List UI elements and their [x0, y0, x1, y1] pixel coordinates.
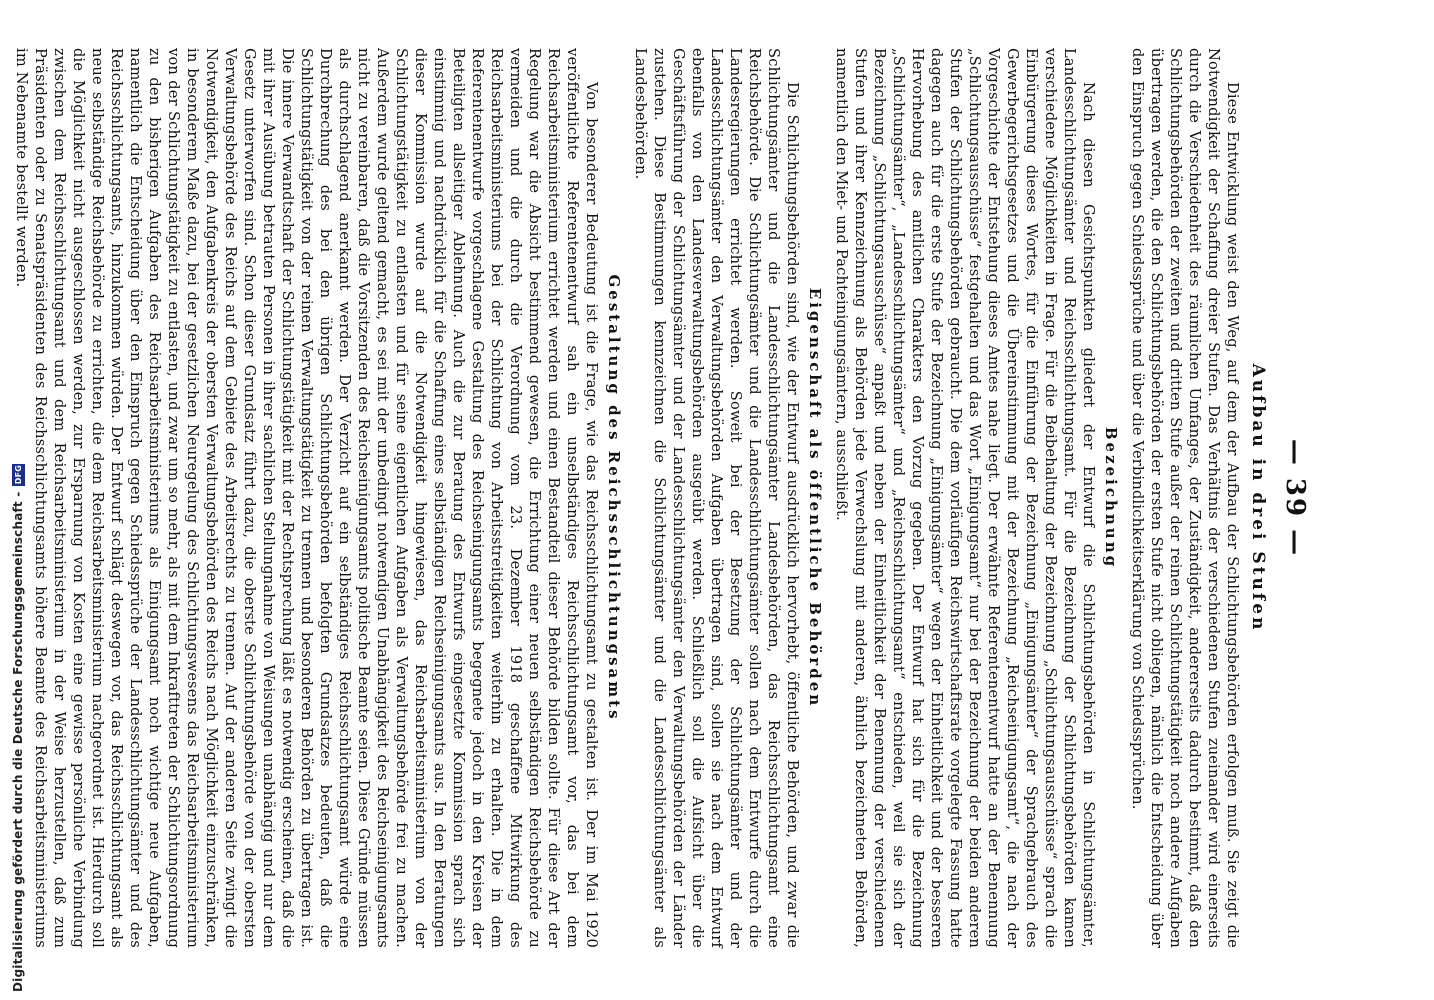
paragraph: Von besonderer Bedeutung ist die Frage, wie das Reichsschlichtungsamt zu gestalten ist. Der im Mai 1920 veröffentlichte Referentenentwurf sah ein unselbständiges Reichsschlichtungsamt vor, das bei dem Reichsarbeitsministerium errichtet werden und einen Bestandteil dieser Behörde bilden sollte. Für diese Art der Regelung war die Absicht bestimmend gewesen, die Errichtung einer neuen selbständigen Reichsbehörde zu vermeiden und die durch die Verordnung vom 23. Dezember 1918 geschaffene Mitwirkung des Reichsarbeitsministeriums bei der Schlichtung von Arbeitsstreitigkeiten weiterhin zu erhalten. Die in dem Referentenentwurfe vorgeschlagene Gestaltung des Reichseinigungsamts begegnete jedoch in den Kreisen der Beteiligten allseitiger Ablehnung. Auch die zur Beratung des Entwurfs eingesetzte Kommission sprach sich einstimmig und nachdrücklich für die Schaffung eines selbständigen Reichseinigungsamts aus. In den Beratungen dieser Kommission wurde auf die Notwendigkeit hingewiesen, das Reichsarbeitsministerium von der Schlichtungstätigkeit zu entlasten und für seine eigentlichen Aufgaben als Verwaltungsbehörde frei zu machen. Außerdem wurde geltend gemacht, es sei mit der unbedingt notwendigen Unabhängigkeit des Reichseinigungsamts nicht zu vereinbaren, daß die Vorsitzenden des Reichseinigungsamts politische Beamte seien. Diese Gründe müssen als durchschlagend anerkannt werden. Der Verzicht auf ein selbständiges Reichsschlichtungsamt würde eine Durchbrechung des bei den übrigen Schlichtungsbehörden befolgten Grundsatzes bedeuten, daß die Schlichtungstätigkeit von der reinen Verwaltungstätigkeit zu trennen und besonderen Behörden zu übertragen ist. Die innere Verwandtschaft der Schlichtungstätigkeit mit der Rechtsprechung läßt es notwendig erscheinen, daß die mit ihrer Ausübung betrauten Personen in ihrer sachlichen Stellungnahme von Weisungen unabhängig und nur dem Gesetz unterworfen sind. Schon dieser Grundsatz führt dazu, die oberste Schlichtungsbehörde von der obersten Verwaltungsbehörde des Reichs auf dem Gebiete des Arbeitsrechts zu trennen. Auf der anderen Seite zwingt die Notwendigkeit, den Aufgabenkreis der obersten Verwaltungsbehörden des Reichs nach Möglichkeit einzuschränken, in besonderem Maße dazu, bei der gesetzlichen Neuregelung des Schlichtungswesens das Reichsarbeitsministerium von der Schlichtungstätigkeit zu entlasten, und zwar um so mehr, als mit dem Inkrafttreten der Schlichtungsordnung zu den bisherigen Aufgaben des Reichsarbeitsministeriums als Einigungsamt noch wichtige neue Aufgaben, namentlich die Entscheidung über den Einspruch gegen Schiedssprüche der Landesschlichtungsämter und des Reichsschlichtungsamts, hinzukommen würden. Der Entwurf schlägt deswegen vor, das Reichsschlichtungsamt als neue selbständige Reichsbehörde zu errichten, die dem Reichsarbeitsministerium nachgeordnet ist. Hierdurch soll die Möglichkeit nicht ausgeschlossen werden, zur Ersparnung von Kosten eine gewisse persönliche Verbindung zwischen dem Reichsschlichtungsamt und dem Reichsarbeitsministerium in der Weise herzustellen, daß zum Präsidenten oder zu Senatspräsidenten des Reichsschlichtungsamts höhere Beamte des Reichsarbeitsministeriums im Nebenamte bestellt werden. [13, 48, 600, 948]
paragraph: Nach diesen Gesichtspunkten gliedert der Entwurf die Schlichtungsbehörden in Schlichtungsämter, Landesschlichtungsämter und Reichsschlichtungsamt. Für die Bezeichnung der Schlichtungsbehörden kamen verschiedene Möglichkeiten in Frage. Für die Beibehaltung der Bezeichnung „Schlichtungsausschüsse“ sprach die Einbürgerung dieses Wortes, für die Einführung der Bezeichnung „Einigungsämter“ der Sprachgebrauch des Gewerbegerichtsgesetzes und die Übereinstimmung mit der Bezeichnung „Reichseinigungsamt“, die nach der Vorgeschichte der Entstehung dieses Amtes nahe liegt. Der erwähnte Referentenentwurf hatte an der Benennung „Schlichtungsausschüsse“ festgehalten und das Wort „Einigungsamt“ nur bei der Bezeichnung der beiden anderen Stufen der Schlichtungsbehörden gebraucht. Die dem vorläufigen Reichswirtschaftsrate vorgelegte Fassung hatte dagegen auch für die erste Stufe der Bezeichnung „Einigungsämter“ wegen der Einheitlichkeit und der besseren Hervorhebung des amtlichen Charakters den Vorzug gegeben. Der Entwurf hat sich für die Bezeichnung „Schlichtungsämter“, „Landesschlichtungsämter“ und „Reichsschlichtungsamt“ entschieden, weil sie sich der Bezeichnung „Schlichtungsausschüsse“ anpaßt und neben der Einheitlichkeit der Benennung der verschiedenen Stufen und ihrer Kennzeichnung als Behörden jede Verwechslung mit anderen, ähnlich bezeichneten Behörden, namentlich den Miet- und Pachteinigungsämtern, ausschließt. [833, 48, 1097, 948]
section-title: Aufbau in drei Stufen [1248, 363, 1268, 633]
subsection-title: Bezeichnung [1102, 426, 1120, 570]
page-header [1274, 48, 1310, 948]
paragraph: Diese Entwicklung weist den Weg, auf dem der Aufbau der Schlichtungsbehörden erfolgen muß. Sie zeigt die Notwendigkeit der Schaffung dreier Stufen. Das Verhältnis der verschiedenen Stufen zueinander wird einerseits durch die Verschiedenheit des räumlichen Umfanges, der Zuständigkeit, andererseits dadurch bestimmt, daß den Schlichtungsbehörden der zweiten und dritten Stufe außer der reinen Schlichtungstätigkeit noch andere Aufgaben übertragen werden, die den Schlichtungsbehörden der ersten Stufe nicht obliegen, nämlich die Entscheidung über den Einspruch gegen Schiedssprüche und über die Verbindlichkeitserklärung von Schiedssprüchen. [1129, 48, 1241, 948]
credit-text: Digitalisierung gefördert durch die Deutsche Forschungsgemeinschaft - [11, 491, 25, 992]
subsection-title: Eigenschaft als öffentliche Behörden [806, 287, 824, 709]
subsection-title: Gestaltung des Reichsschlichtungsamts [605, 274, 623, 722]
dfg-logo-icon: DFG [13, 464, 23, 485]
page-number: — 39 — [1280, 438, 1310, 558]
paragraph: Die Schlichtungsbehörden sind, wie der Entwurf ausdrücklich hervorhebt, öffentliche Behörden, und zwar die Schlichtungsämter und die Landesschlichtungsämter Landesbehörden, das Reichsschlichtungsamt eine Reichsbehörde. Die Schlichtungsämter und die Landesschlichtungsämter sollen nach dem Entwurfe durch die Landesregierungen errichtet werden. Soweit bei der Besetzung der Schlichtungsämter und der Landesschlichtungsämter den Verwaltungsbehörden Aufgaben übertragen sind, sollen sie nach dem Entwurf ebenfalls von den Landesverwaltungsbehörden ausgeübt werden. Schließlich soll die Aufsicht über die Geschäftsführung der Schlichtungsämter und der Landesschlichtungsämter den Verwaltungsbehörden der Länder zustehen. Diese Bestimmungen kennzeichnen die Schlichtungsämter und die Landesschlichtungsämter als Landesbehörden. [632, 48, 801, 948]
